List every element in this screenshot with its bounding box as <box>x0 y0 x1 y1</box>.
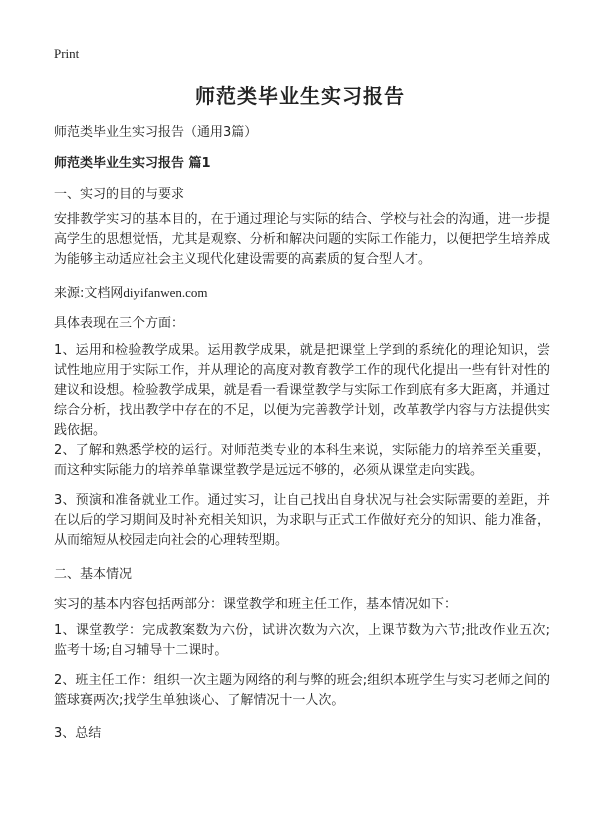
basic-intro: 实习的基本内容包括两部分：课堂教学和班主任工作，基本情况如下： <box>54 597 458 612</box>
paragraph-goals: 安排教学实习的基本目的，在于通过理论与实际的结合、学校与社会的沟通，进一步提高学生的思想觉悟，尤其是观察、分析和解决问题的实际工作能力，以便把学生培养成为能够主动适应社会主义现代化建设需要的高素质的复合型人才。 <box>54 212 550 267</box>
intro-line: 具体表现在三个方面： <box>54 316 185 331</box>
print-link[interactable]: Print <box>54 46 80 61</box>
paragraph-basic-1: 1、课堂教学：完成教案数为六份，试讲次数为六次，上课节数为六节;批改作业五次;监考十场;自习辅导十二课时。 <box>54 623 550 658</box>
source-domain: diyifanwen.com <box>123 285 208 300</box>
paragraph-item-1: 1、运用和检验教学成果。运用教学成果，就是把课堂上学到的系统化的理论知识，尝试性地应用于实际工作，并从理论的高度对教育教学工作的现代化提出一些有针对性的建议和设想。检验教学成果，就是看一看课堂教学与实际工作到底有多大距离，并通过综合分析，找出教学中存在的不足，以便为完善教学计划，改革教学内容与方法提供实践依据。 <box>54 343 550 438</box>
section-heading-goals: 一、实习的目的与要求 <box>54 187 185 202</box>
paragraph-item-2: 2、了解和熟悉学校的运行。对师范类专业的本科生来说，实际能力的培养至关重要，而这种实际能力的培养单靠课堂教学是远远不够的，必须从课堂走向实践。 <box>54 443 550 478</box>
source-line <box>54 282 208 301</box>
paragraph-basic-2: 2、班主任工作：组织一次主题为网络的利与弊的班会;组织本班学生与实习老师之间的篮球赛两次;找学生单独谈心、了解情况十一人次。 <box>54 673 550 708</box>
section-heading-summary: 3、总结 <box>54 726 102 741</box>
source-label: 来源:文档网 <box>54 286 124 301</box>
section-heading-basic: 二、基本情况 <box>54 567 133 582</box>
document-subtitle: 师范类毕业生实习报告（通用3篇） <box>54 125 258 140</box>
article-heading: 师范类毕业生实习报告 篇1 <box>54 156 211 171</box>
paragraph-item-3: 3、预演和准备就业工作。通过实习，让自己找出自身状况与社会实际需要的差距，并在以后的学习期间及时补充相关知识，为求职与正式工作做好充分的知识、能力准备，从而缩短从校园走向社会的心理转型期。 <box>54 493 550 548</box>
page-title: 师范类毕业生实习报告 <box>195 84 405 108</box>
